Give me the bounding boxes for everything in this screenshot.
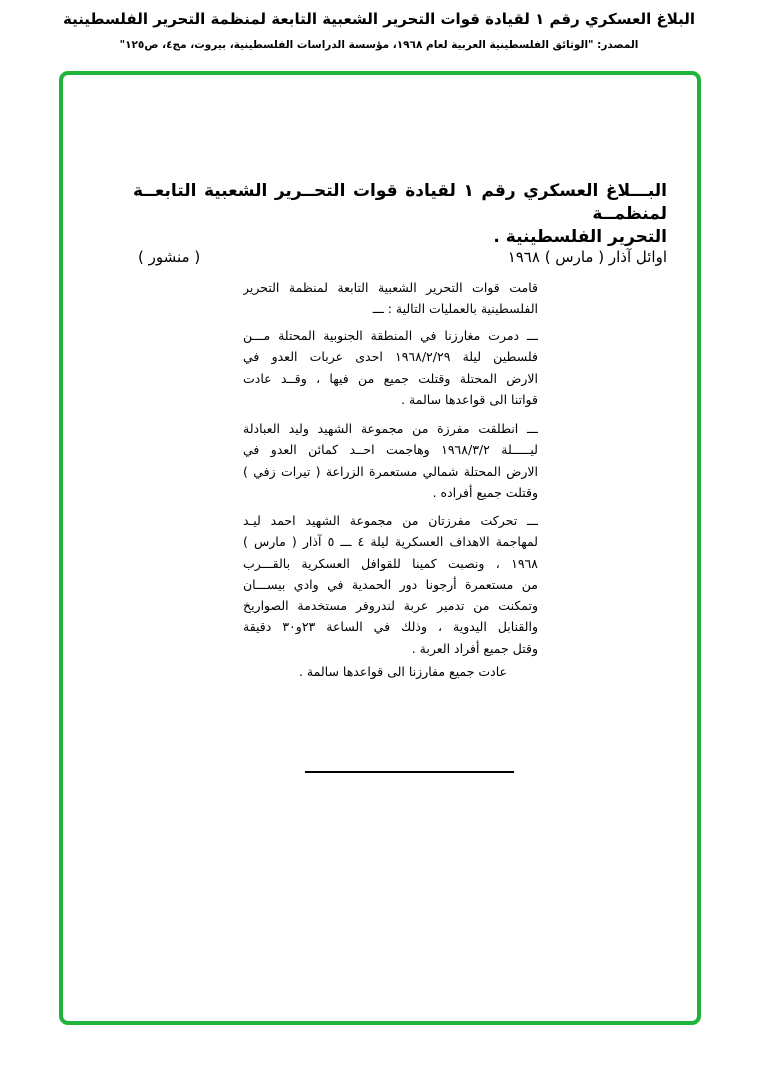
text-line: ١٩٦٨ ، ونصبت كمينا للقوافل العسكرية بالقـــرب — [243, 555, 538, 571]
closing-paragraph — [299, 661, 507, 682]
header-source: المصدر: "الوثائق الفلسطينية العربية لعام ١٩٦٨، مؤسسة الدراسات الفلسطينية، بيروت، مج٤، ص١٢٥" — [119, 39, 639, 51]
document-title — [133, 180, 667, 249]
text-line: قواتنا الى قواعدها سالمة . — [401, 391, 538, 407]
title-line: التحرير الفلسطينية . — [493, 227, 667, 247]
header-title: البلاغ العسكري رقم ١ لقيادة قوات التحرير الشعبية التابعة لمنظمة التحرير الفلسطينية — [62, 10, 696, 28]
text-line: لمهاجمة الاهداف العسكرية ليلة ٤ ـــ ٥ آذار ( مارس ) — [243, 534, 538, 550]
text-line: وتمكنت من تدمير عربة لندروفر مستخدمة الصواريخ — [243, 598, 538, 614]
text-line: قامت قوات التحرير الشعبية التابعة لمنظمة التحرير — [243, 280, 538, 295]
text-line: وقتلت جميع أفراده . — [432, 484, 538, 500]
text-line: الفلسطينية بالعمليات التالية : ـــ — [372, 301, 538, 317]
text-line: الارض المحتلة وقتلت جميع من فيها ، وقــد عادت — [243, 370, 538, 386]
text-line: ـــ تحركت مفرزتان من مجموعة الشهيد احمد ليـد — [243, 513, 538, 528]
paragraph-1 — [243, 325, 538, 410]
text-line: عادت جميع مفارزنا الى قواعدها سالمة . — [298, 664, 507, 679]
paragraph-3 — [243, 510, 538, 659]
text-line: من مستعمرة أرجونا دور الحمدية في وادي بيســـان — [243, 576, 538, 592]
title-line: البـــلاغ العسكري رقم ١ لقيادة قوات التحــرير الشعبية التابعــة لمنظمــة — [133, 181, 667, 224]
text-line: ـــ دمرت مغارزنا في المنطقة الجنوبية المحتلة مـــن — [243, 328, 538, 343]
paragraph-2 — [243, 418, 538, 503]
text-line: وقتل جميع أفراد العربة . — [411, 640, 538, 656]
published-label: ( منشور ) — [138, 248, 201, 266]
intro-paragraph — [243, 277, 538, 320]
end-rule — [305, 771, 514, 773]
text-line: والقنابل اليدوية ، وذلك في الساعة ٢٣و٣٠ دقيقة — [243, 619, 538, 635]
text-line: فلسطين ليلة ١٩٦٨/٢/٢٩ احدى عربات العدو في — [243, 349, 538, 365]
text-line: ليـــــلة ١٩٦٨/٣/٢ وهاجمت احــد كمائن العدو في — [243, 442, 538, 458]
text-line: ـــ انطلقت مفرزة من مجموعة الشهيد وليد العبادلة — [243, 421, 538, 436]
text-line: الارض المحتلة شمالي مستعمرة الزراعة ( تيرات زفي ) — [243, 463, 538, 479]
document-date: اوائل آذار ( مارس ) ١٩٦٨ — [507, 248, 667, 266]
